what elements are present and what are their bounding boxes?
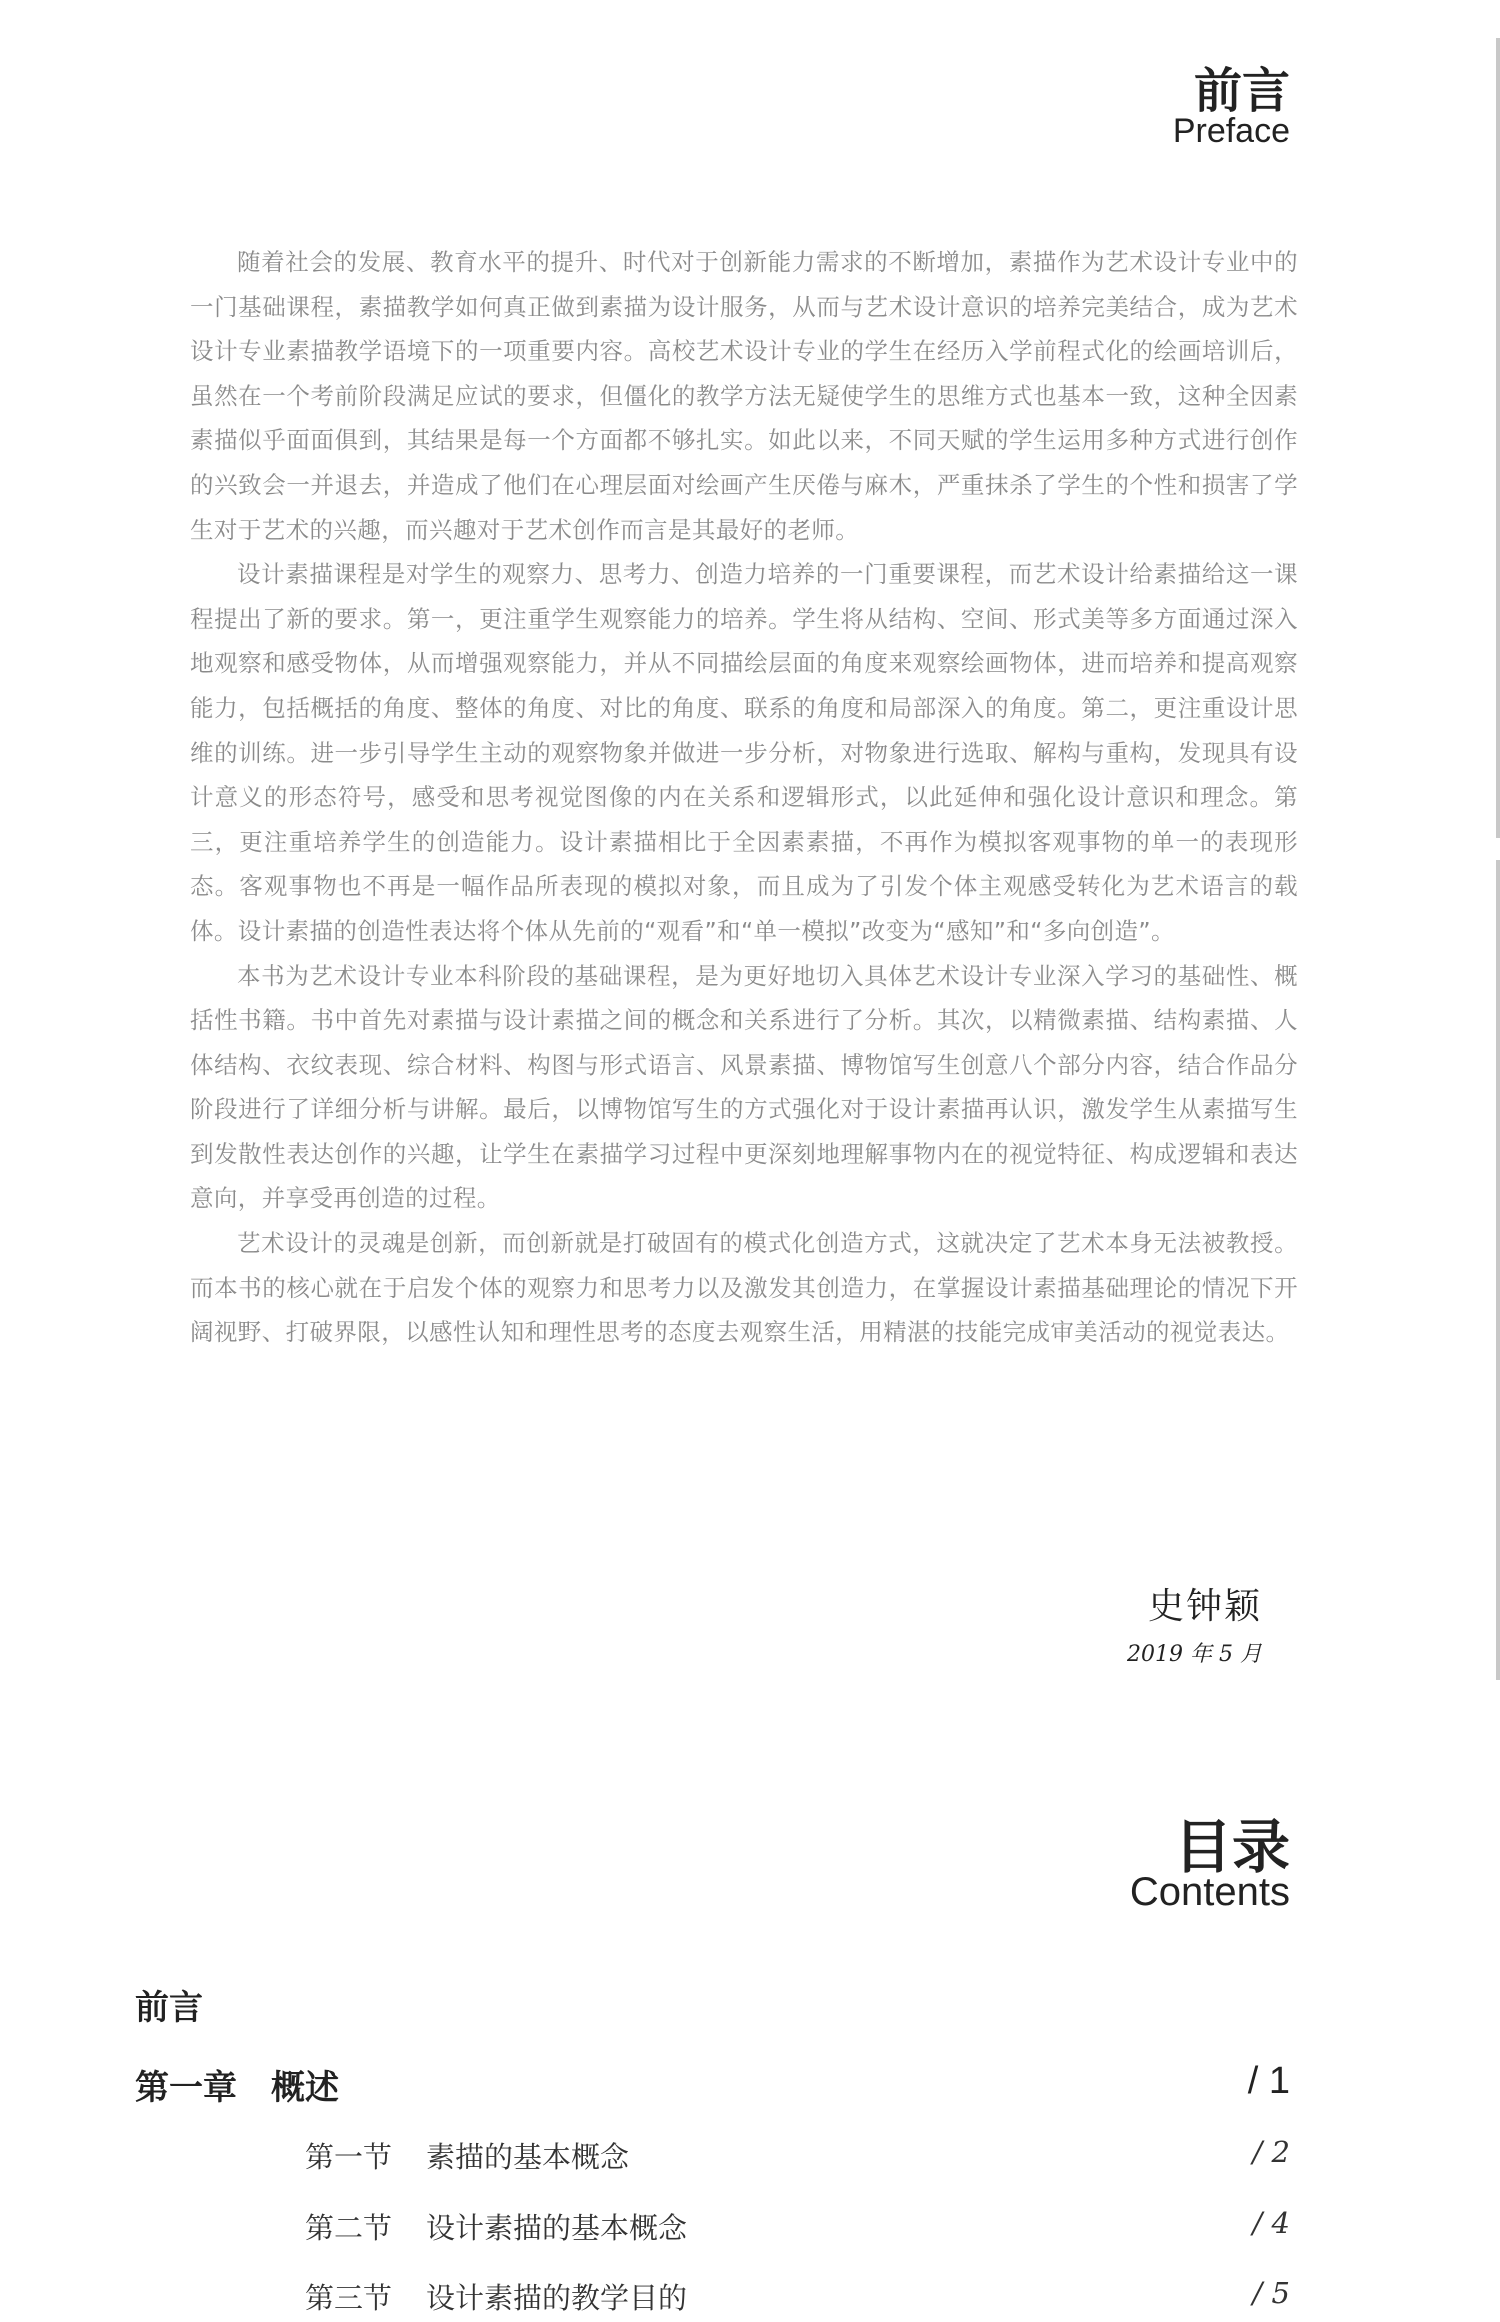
- page-edge: [1496, 860, 1500, 1680]
- author-name: 史钟颖: [1147, 1586, 1262, 1627]
- toc-section-title: 设计素描的基本概念: [426, 2211, 688, 2245]
- toc-section-label: [305, 2206, 687, 2247]
- page-edge: [1496, 38, 1500, 838]
- toc-chapter-label: [135, 2060, 339, 2109]
- toc-section-label: [305, 2276, 687, 2317]
- toc-chapter-number: 第一章: [135, 2068, 237, 2108]
- preface-subtitle: Preface: [1172, 112, 1290, 150]
- preface-paragraph: 本书为艺术设计专业本科阶段的基础课程，是为更好地切入具体艺术设计专业深入学习的基础性、概括性书籍。书中首先对素描与设计素描之间的概念和关系进行了分析。其次，以精微素描、结构素描、人体结构、衣纹表现、综合材料、构图与形式语言、风景素描、博物馆写生创意八个部分内容，结合作品分阶段进行了详细分析与讲解。最后，以博物馆写生的方式强化对于设计素描再认识，激发学生从素描写生到发散性表达创作的兴趣，让学生在素描学习过程中更深刻地理解事物内在的视觉特征、构成逻辑和表达意向，并享受再创造的过程。: [190, 961, 1298, 1213]
- preface-paragraph: 艺术设计的灵魂是创新，而创新就是打破固有的模式化创造方式，这就决定了艺术本身无法被教授。而本书的核心就在于启发个体的观察力和思考力以及激发其创造力，在掌握设计素描基础理论的情况下开阔视野、打破界限，以感性认知和理性思考的态度去观察生活，用精湛的技能完成审美活动的视觉表达。: [190, 1229, 1298, 1347]
- toc-section-title: 素描的基本概念: [426, 2140, 630, 2174]
- preface-body: [190, 240, 1298, 1355]
- toc-chapter-title: 概述: [271, 2068, 339, 2108]
- toc-page-number: / 1: [1247, 2060, 1290, 2102]
- toc-section-title: 设计素描的教学目的: [426, 2281, 688, 2315]
- signature-date: 2019 年 5 月: [1127, 1642, 1262, 1667]
- preface-paragraph: 随着社会的发展、教育水平的提升、时代对于创新能力需求的不断增加，素描作为艺术设计专业中的一门基础课程，素描教学如何真正做到素描为设计服务，从而与艺术设计意识的培养完美结合，成为艺术设计专业素描教学语境下的一项重要内容。高校艺术设计专业的学生在经历入学前程式化的绘画培训后，虽然在一个考前阶段满足应试的要求，但僵化的教学方法无疑使学生的思维方式也基本一致，这种全因素素描似乎面面俱到，其结果是每一个方面都不够扎实。如此以来，不同天赋的学生运用多种方式进行创作的兴致会一并退去，并造成了他们在心理层面对绘画产生厌倦与麻木，严重抹杀了学生的个性和损害了学生对于艺术的兴趣，而兴趣对于艺术创作而言是其最好的老师。: [190, 248, 1298, 544]
- toc-page-number: / 2: [1252, 2135, 1290, 2169]
- contents-title: 目录: [1173, 1813, 1290, 1881]
- toc-page-number: / 5: [1252, 2276, 1290, 2310]
- signature: [1127, 1578, 1262, 1668]
- contents-subtitle: Contents: [1129, 1870, 1290, 1914]
- toc-page-number: / 4: [1252, 2206, 1290, 2240]
- toc-label: 前言: [135, 1988, 203, 2028]
- preface-title: 前言: [1193, 63, 1290, 119]
- toc-section-number: 第三节: [305, 2281, 393, 2315]
- toc-section-number: 第一节: [305, 2140, 393, 2174]
- toc-section-label: [305, 2135, 629, 2176]
- preface-paragraph: 设计素描课程是对学生的观察力、思考力、创造力培养的一门重要课程，而艺术设计给素描给这一课程提出了新的要求。第一，更注重学生观察能力的培养。学生将从结构、空间、形式美等多方面通过深入地观察和感受物体，从而增强观察能力，并从不同描绘层面的角度来观察绘画物体，进而培养和提高观察能力，包括概括的角度、整体的角度、对比的角度、联系的角度和局部深入的角度。第二，更注重设计思维的训练。进一步引导学生主动的观察物象并做进一步分析，对物象进行选取、解构与重构，发现具有设计意义的形态符号，感受和思考视觉图像的内在关系和逻辑形式，以此延伸和强化设计意识和理念。第三，更注重培养学生的创造能力。设计素描相比于全因素素描，不再作为模拟客观事物的单一的表现形态。客观事物也不再是一幅作品所表现的模拟对象，而且成为了引发个体主观感受转化为艺术语言的载体。设计素描的创造性表达将个体从先前的“观看”和“单一模拟”改变为“感知”和“多向创造”。: [190, 560, 1298, 945]
- toc-section-number: 第二节: [305, 2211, 393, 2245]
